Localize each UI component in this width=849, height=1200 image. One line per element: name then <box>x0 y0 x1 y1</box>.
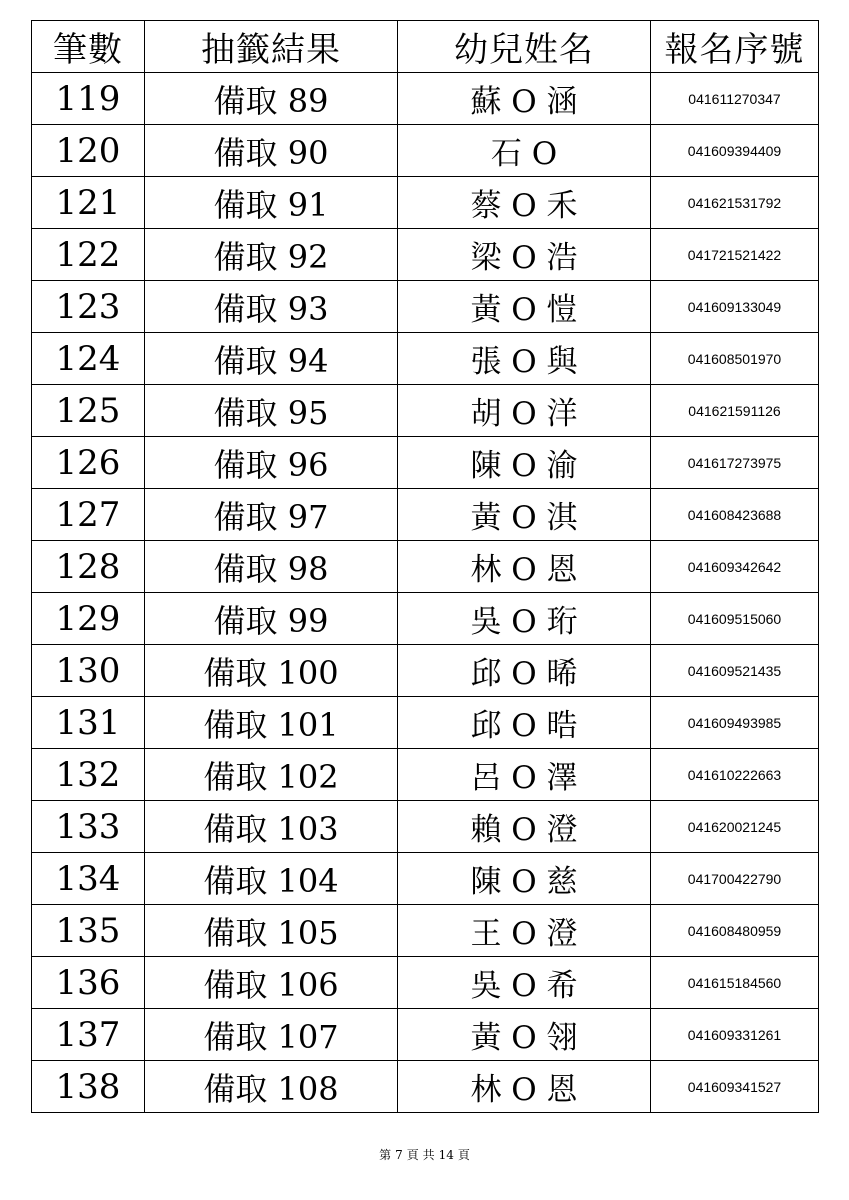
row-result-cell: 備取 97 <box>145 489 398 541</box>
row-count-cell: 123 <box>32 281 145 333</box>
row-registration-cell: 041609133049 <box>651 281 819 333</box>
row-name-cell: 石 O <box>398 125 651 177</box>
row-result-cell: 備取 105 <box>145 905 398 957</box>
row-result-cell: 備取 93 <box>145 281 398 333</box>
row-count-cell: 126 <box>32 437 145 489</box>
table-row <box>32 489 819 541</box>
row-name-cell: 賴 O 澄 <box>398 801 651 853</box>
row-result-cell: 備取 98 <box>145 541 398 593</box>
table-row <box>32 281 819 333</box>
row-registration-cell: 041615184560 <box>651 957 819 1009</box>
row-result-cell: 備取 104 <box>145 853 398 905</box>
row-count-cell: 125 <box>32 385 145 437</box>
table-row <box>32 177 819 229</box>
row-name-cell: 陳 O 渝 <box>398 437 651 489</box>
row-registration-cell: 041700422790 <box>651 853 819 905</box>
header-registration-number: 報名序號 <box>651 21 819 73</box>
row-result-cell: 備取 99 <box>145 593 398 645</box>
row-result-cell: 備取 92 <box>145 229 398 281</box>
table-row <box>32 645 819 697</box>
row-registration-cell: 041608501970 <box>651 333 819 385</box>
row-count-cell: 127 <box>32 489 145 541</box>
row-result-cell: 備取 108 <box>145 1061 398 1113</box>
row-name-cell: 呂 O 澤 <box>398 749 651 801</box>
table-row <box>32 749 819 801</box>
footer-page-number: 7 <box>395 1148 403 1162</box>
table-header-row <box>32 21 819 73</box>
row-registration-cell: 041611270347 <box>651 73 819 125</box>
row-count-cell: 137 <box>32 1009 145 1061</box>
row-count-cell: 121 <box>32 177 145 229</box>
table-row <box>32 1009 819 1061</box>
row-result-cell: 備取 94 <box>145 333 398 385</box>
row-registration-cell: 041608423688 <box>651 489 819 541</box>
row-result-cell: 備取 102 <box>145 749 398 801</box>
row-registration-cell: 041609515060 <box>651 593 819 645</box>
row-registration-cell: 041617273975 <box>651 437 819 489</box>
row-registration-cell: 041620021245 <box>651 801 819 853</box>
row-name-cell: 林 O 恩 <box>398 541 651 593</box>
row-registration-cell: 041609493985 <box>651 697 819 749</box>
row-name-cell: 黃 O 翎 <box>398 1009 651 1061</box>
row-name-cell: 王 O 澄 <box>398 905 651 957</box>
row-count-cell: 124 <box>32 333 145 385</box>
header-lottery-result: 抽籤結果 <box>145 21 398 73</box>
row-result-cell: 備取 100 <box>145 645 398 697</box>
row-registration-cell: 041608480959 <box>651 905 819 957</box>
footer-total-pages: 14 <box>438 1148 454 1162</box>
footer-prefix: 第 <box>379 1148 392 1162</box>
row-result-cell: 備取 107 <box>145 1009 398 1061</box>
row-registration-cell: 041609341527 <box>651 1061 819 1113</box>
table-row <box>32 73 819 125</box>
row-result-cell: 備取 90 <box>145 125 398 177</box>
row-result-cell: 備取 89 <box>145 73 398 125</box>
footer-suffix: 頁 <box>457 1148 470 1162</box>
row-count-cell: 136 <box>32 957 145 1009</box>
row-count-cell: 138 <box>32 1061 145 1113</box>
table-row <box>32 385 819 437</box>
row-name-cell: 陳 O 慈 <box>398 853 651 905</box>
row-name-cell: 吳 O 希 <box>398 957 651 1009</box>
row-count-cell: 130 <box>32 645 145 697</box>
row-name-cell: 邱 O 晞 <box>398 645 651 697</box>
row-count-cell: 131 <box>32 697 145 749</box>
row-result-cell: 備取 95 <box>145 385 398 437</box>
footer-middle: 頁 共 <box>406 1148 435 1162</box>
row-name-cell: 黃 O 愷 <box>398 281 651 333</box>
row-name-cell: 胡 O 洋 <box>398 385 651 437</box>
row-count-cell: 120 <box>32 125 145 177</box>
row-count-cell: 128 <box>32 541 145 593</box>
row-registration-cell: 041609342642 <box>651 541 819 593</box>
row-registration-cell: 041610222663 <box>651 749 819 801</box>
row-count-cell: 135 <box>32 905 145 957</box>
table-row <box>32 853 819 905</box>
table-row <box>32 541 819 593</box>
table-row <box>32 593 819 645</box>
row-registration-cell: 041621531792 <box>651 177 819 229</box>
row-result-cell: 備取 91 <box>145 177 398 229</box>
table-row <box>32 125 819 177</box>
row-count-cell: 133 <box>32 801 145 853</box>
table-row <box>32 957 819 1009</box>
row-name-cell: 張 O 與 <box>398 333 651 385</box>
row-result-cell: 備取 106 <box>145 957 398 1009</box>
row-name-cell: 黃 O 淇 <box>398 489 651 541</box>
row-registration-cell: 041621591126 <box>651 385 819 437</box>
row-registration-cell: 041609394409 <box>651 125 819 177</box>
row-name-cell: 蘇 O 涵 <box>398 73 651 125</box>
row-count-cell: 119 <box>32 73 145 125</box>
header-child-name: 幼兒姓名 <box>398 21 651 73</box>
row-result-cell: 備取 103 <box>145 801 398 853</box>
row-name-cell: 林 O 恩 <box>398 1061 651 1113</box>
row-count-cell: 132 <box>32 749 145 801</box>
row-name-cell: 吳 O 珩 <box>398 593 651 645</box>
row-registration-cell: 041609521435 <box>651 645 819 697</box>
row-count-cell: 129 <box>32 593 145 645</box>
table-row <box>32 333 819 385</box>
row-registration-cell: 041721521422 <box>651 229 819 281</box>
row-result-cell: 備取 96 <box>145 437 398 489</box>
table-row <box>32 229 819 281</box>
row-name-cell: 邱 O 晧 <box>398 697 651 749</box>
header-count: 筆數 <box>32 21 145 73</box>
row-count-cell: 134 <box>32 853 145 905</box>
table-row <box>32 1061 819 1113</box>
row-count-cell: 122 <box>32 229 145 281</box>
table-row <box>32 801 819 853</box>
table-row <box>32 437 819 489</box>
page-footer <box>0 1146 849 1163</box>
row-result-cell: 備取 101 <box>145 697 398 749</box>
row-registration-cell: 041609331261 <box>651 1009 819 1061</box>
lottery-results-table <box>31 20 819 1113</box>
row-name-cell: 蔡 O 禾 <box>398 177 651 229</box>
table-row <box>32 905 819 957</box>
table-row <box>32 697 819 749</box>
row-name-cell: 梁 O 浩 <box>398 229 651 281</box>
